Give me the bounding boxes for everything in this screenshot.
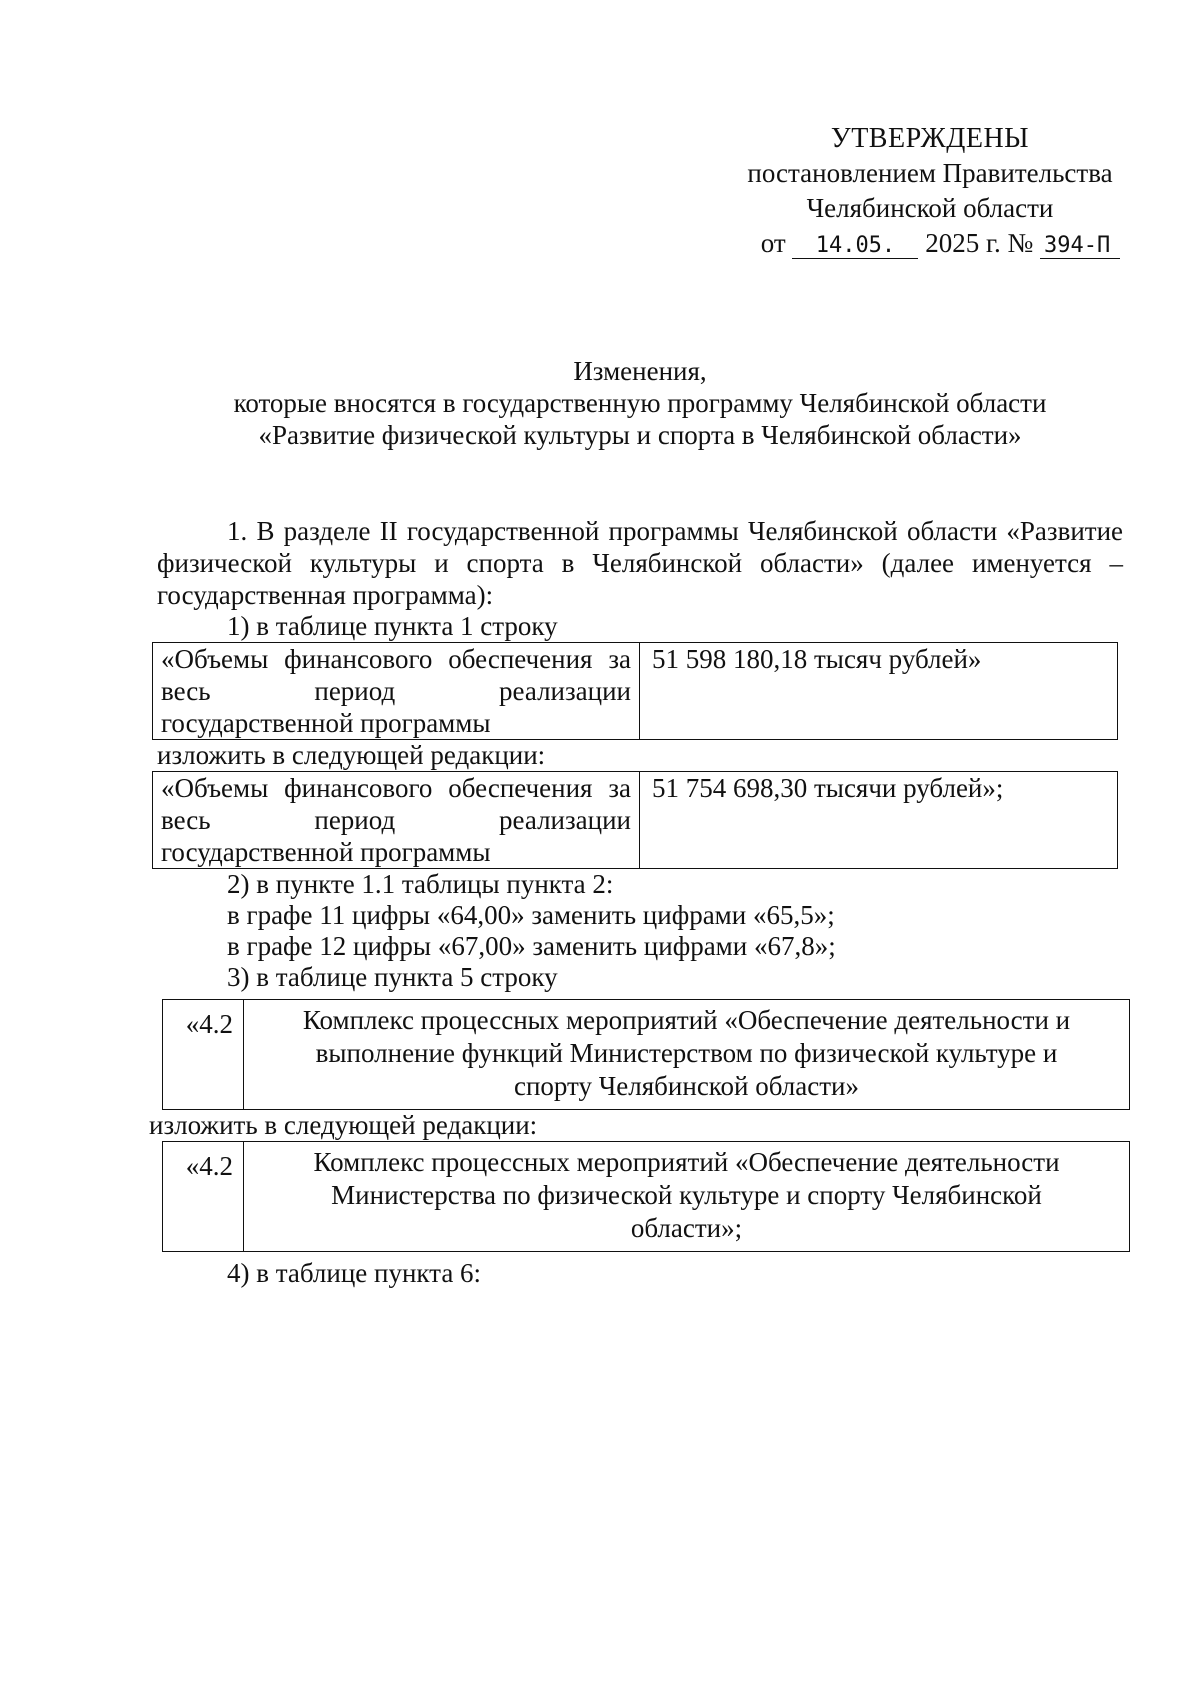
date-prefix: от xyxy=(760,228,786,258)
item-1: 1) в таблице пункта 1 строку xyxy=(227,611,558,641)
approval-title: УТВЕРЖДЕНЫ xyxy=(830,123,1030,154)
table-1-new-left-line2: государственной программы xyxy=(161,837,491,867)
table-row xyxy=(153,643,1118,740)
item-2-line-2: в графе 12 цифры «67,00» заменить цифрами «67,8»; xyxy=(227,931,836,961)
table-1-new-right: 51 754 698,30 тысячи рублей»; xyxy=(640,772,1118,869)
table-1-new xyxy=(152,771,1118,869)
table-row xyxy=(163,1000,1130,1110)
intro-paragraph: 1. В разделе II государственной программы Челябинской области «Развитие физической культуры и спорта в Челябинской области» (далее именуется – государственная программа): xyxy=(157,516,1123,610)
table-1-old-left xyxy=(153,643,640,740)
date-value: 14.05. xyxy=(792,234,918,259)
item-3: 3) в таблице пункта 5 строку xyxy=(227,962,558,992)
approval-line-1: постановлением Правительства xyxy=(747,158,1113,188)
document-number: 394-П xyxy=(1040,234,1120,259)
table-1-old xyxy=(152,642,1118,740)
document-heading xyxy=(150,355,1130,451)
table-1-old-left-line2: государственной программы xyxy=(161,708,491,738)
table-1-new-left xyxy=(153,772,640,869)
approval-line-2: Челябинской области xyxy=(806,193,1054,223)
heading-line-2: которые вносятся в государственную программу Челябинской области xyxy=(233,388,1047,418)
table-2-new-text: Комплекс процессных мероприятий «Обеспечение деятельности Министерства по физической культуре и спорту Челябинской области»; xyxy=(244,1142,1130,1252)
table-2-new xyxy=(162,1141,1130,1252)
item-2: 2) в пункте 1.1 таблицы пункта 2: xyxy=(227,869,614,899)
table-row xyxy=(163,1142,1130,1252)
heading-line-1: Изменения, xyxy=(573,356,707,386)
table-2-old-num: «4.2 xyxy=(163,1000,244,1110)
table-2-old-text: Комплекс процессных мероприятий «Обеспечение деятельности и выполнение функций Министерством по физической культуре и спорту Челябинской области» xyxy=(244,1000,1130,1110)
redaction-1: изложить в следующей редакции: xyxy=(157,740,546,770)
approval-block xyxy=(720,121,1140,261)
document-body xyxy=(149,515,1123,1289)
table-1-old-right: 51 598 180,18 тысяч рублей» xyxy=(640,643,1118,740)
table-2-new-num: «4.2 xyxy=(163,1142,244,1252)
table-1-old-left-line1: «Объемы финансового обеспечения за весь период реализации xyxy=(161,644,631,706)
table-1-new-left-line1: «Объемы финансового обеспечения за весь период реализации xyxy=(161,773,631,835)
item-4: 4) в таблице пункта 6: xyxy=(227,1258,482,1288)
year-text: 2025 г. № xyxy=(925,228,1034,258)
table-row xyxy=(153,772,1118,869)
heading-line-3: «Развитие физической культуры и спорта в Челябинской области» xyxy=(258,420,1022,450)
redaction-2: изложить в следующей редакции: xyxy=(149,1110,538,1140)
item-2-line-1: в графе 11 цифры «64,00» заменить цифрами «65,5»; xyxy=(227,900,835,930)
table-2-old xyxy=(162,999,1130,1110)
approval-date-line xyxy=(720,226,1140,261)
